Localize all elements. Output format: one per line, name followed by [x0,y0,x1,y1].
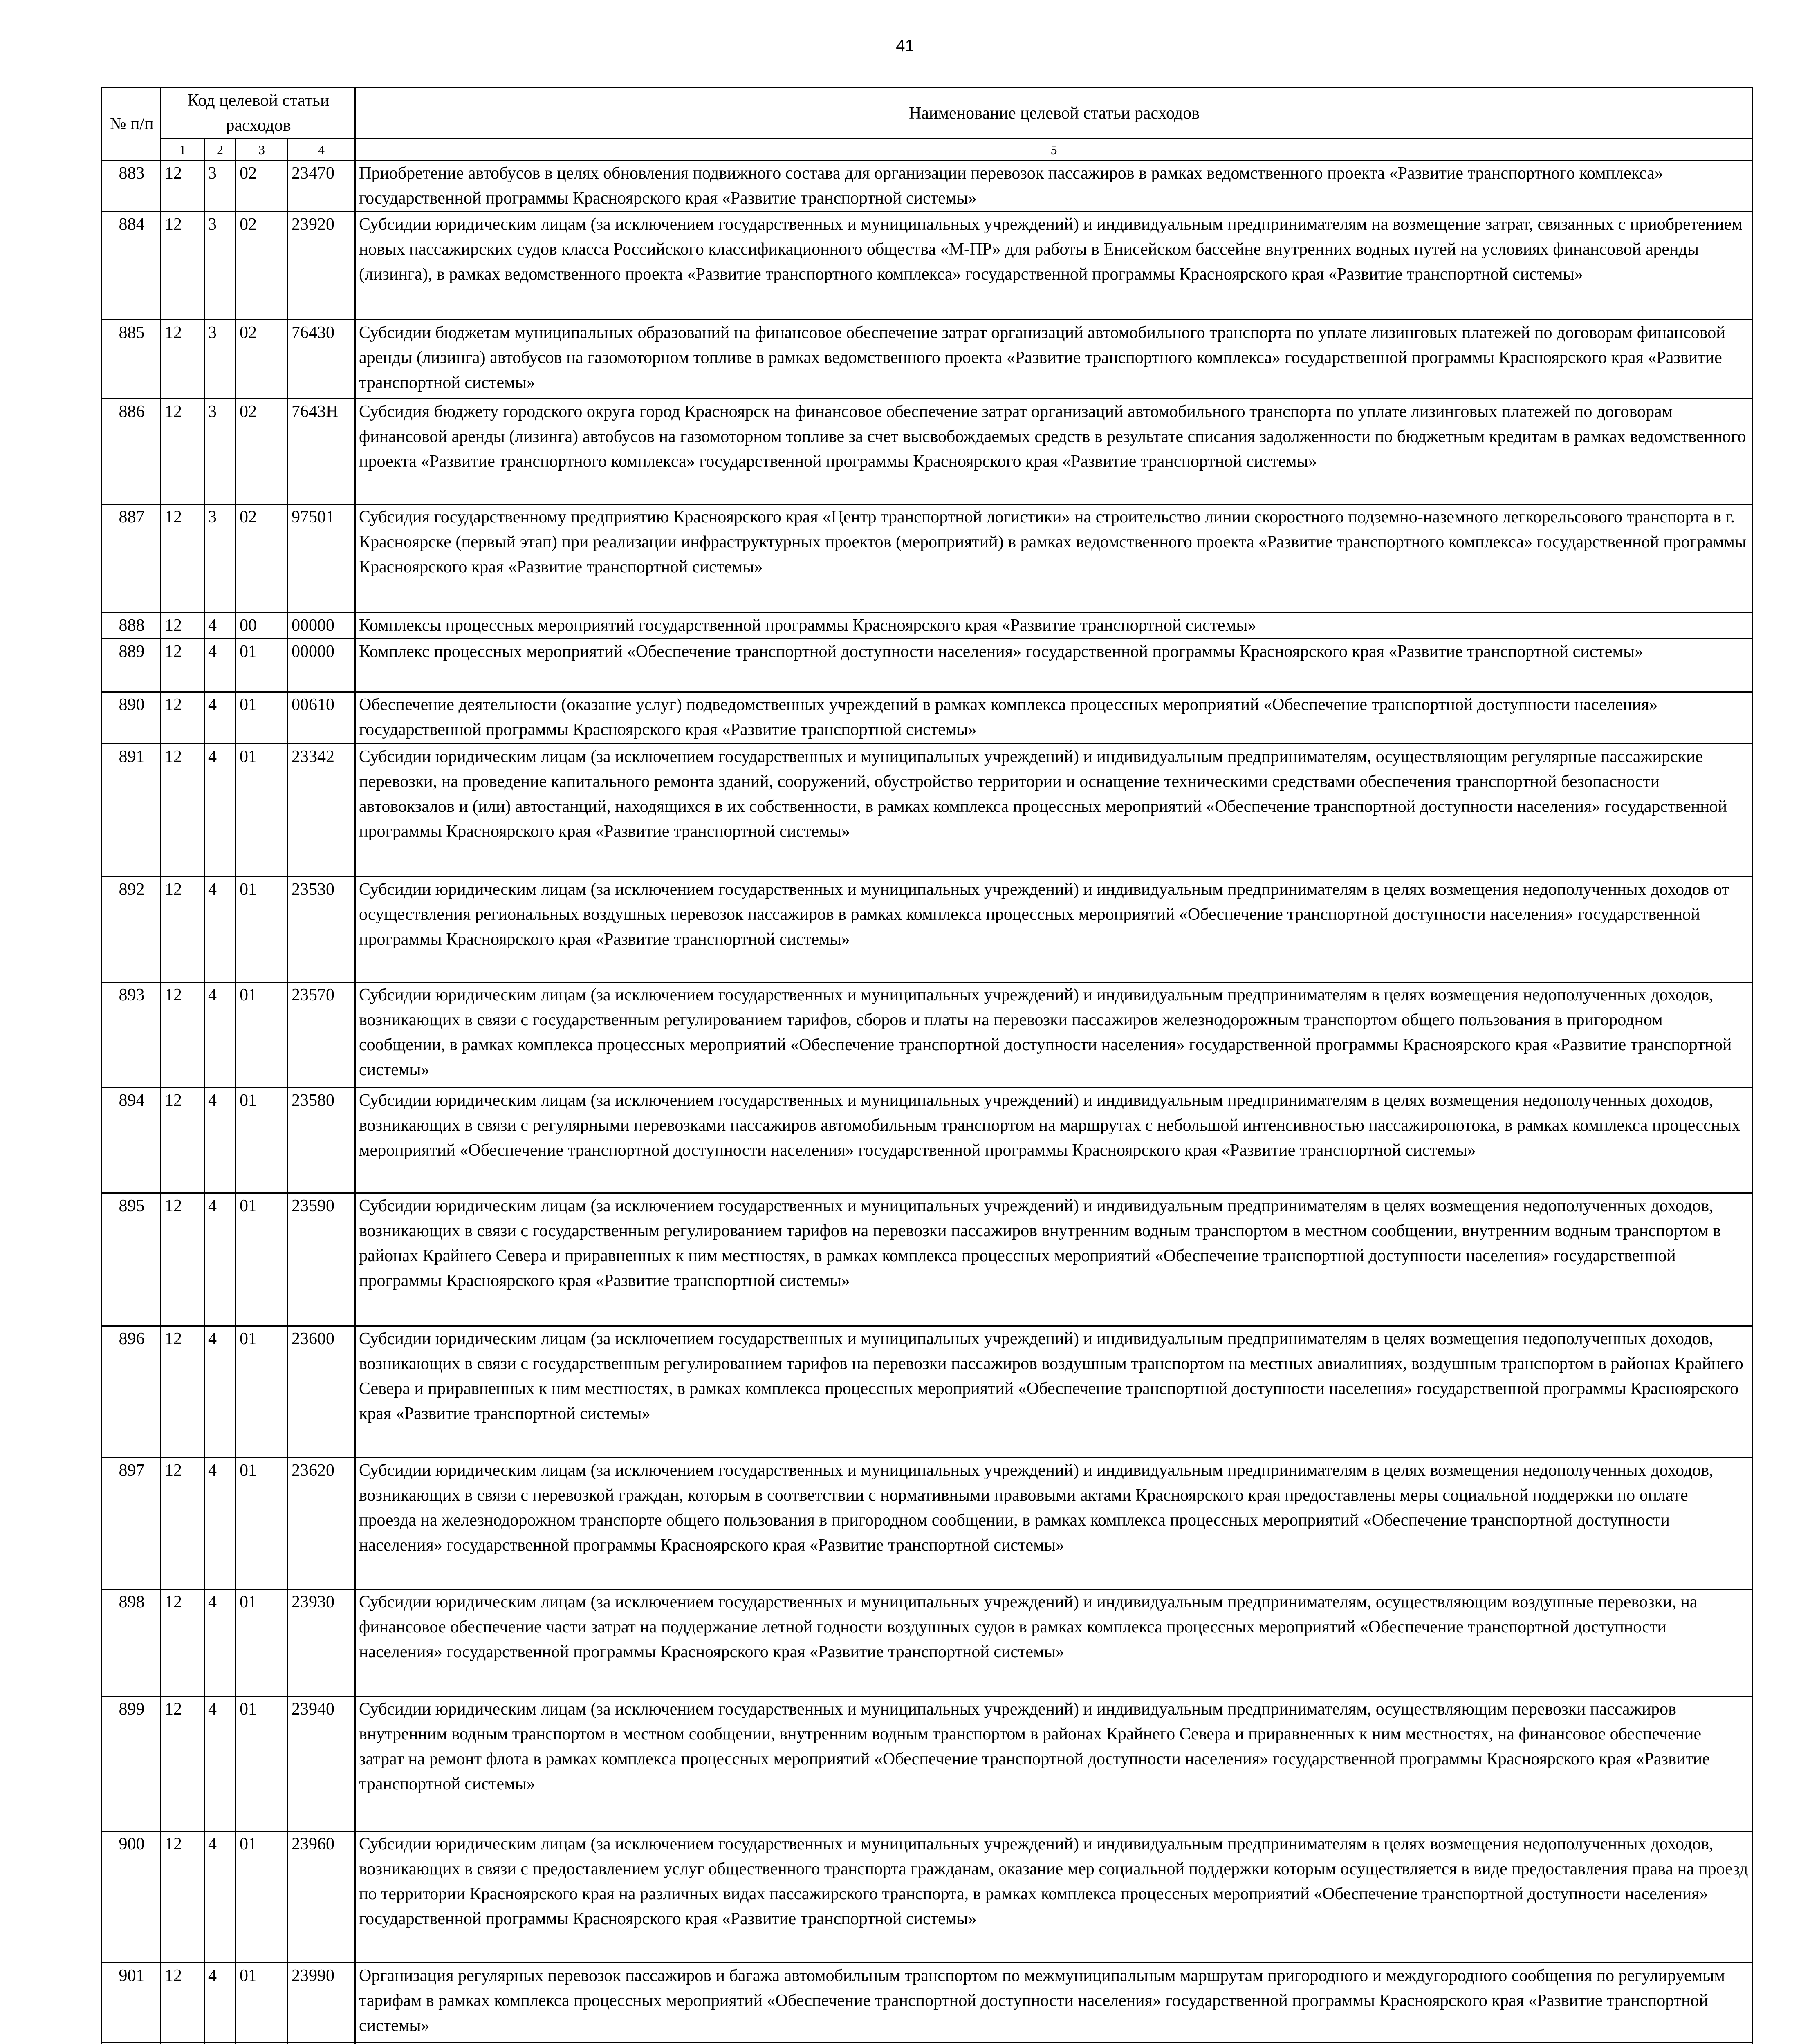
code-part-2: 3 [204,504,236,613]
subcol-5: 5 [355,139,1753,161]
table-row [102,692,1753,744]
expense-name: Субсидии юридическим лицам (за исключением государственных и муниципальных учреждений) и индивидуальным предпринимателям в целях возмещения недополученных доходов, возникающих в связи с государственным регулированием тарифов на перевозки пассажиров воздушным транспортом на местных авиалиниях, воздушным транспортом в районах Крайнего Севера и приравненных к ним местностях, в рамках комплекса процессных мероприятий «Обеспечение транспортной доступности населения» государственной программы Красноярского края «Развитие транспортной системы» [355,1326,1753,1458]
expense-name [355,2043,1753,2044]
row-number: 900 [102,1831,161,1963]
code-part-3: 00 [236,613,288,639]
code-part-2: 4 [204,692,236,744]
expense-name: Субсидии юридическим лицам (за исключением государственных и муниципальных учреждений) и индивидуальным предпринимателям на возмещение затрат, связанных с приобретением новых пассажирских судов класса Российского классификационного общества «М-ПР» для работы в Енисейском бассейне внутренних водных путей на условиях финансовой аренды (лизинга), в рамках ведомственного проекта «Развитие транспортного комплекса» государственной программы Красноярского края «Развитие транспортной системы» [355,212,1753,320]
code-part-3: 01 [236,1831,288,1963]
code-part-2: 3 [204,399,236,504]
code-part-2: 4 [204,877,236,982]
subcol-3: 3 [236,139,288,161]
code-part-3: 01 [236,639,288,692]
code-part-4: 23470 [288,161,355,212]
row-number: 894 [102,1088,161,1193]
code-part-1: 12 [161,504,204,613]
code-part-3: 01 [236,1589,288,1697]
code-part-4: 00000 [288,613,355,639]
table-row [102,1831,1753,1963]
code-part-1: 12 [161,212,204,320]
expense-name: Организация регулярных перевозок пассажиров и багажа автомобильным транспортом по межмуниципальным маршрутам пригородного и междугородного сообщения по регулируемым тарифам в рамках комплекса процессных мероприятий «Обеспечение транспортной доступности населения» государственной программы Красноярского края «Развитие транспортной системы» [355,1963,1753,2043]
code-part-3: 01 [236,1697,288,1831]
table-row [102,982,1753,1088]
code-part-2: 4 [204,1458,236,1589]
expense-name: Субсидии юридическим лицам (за исключением государственных и муниципальных учреждений) и индивидуальным предпринимателям в целях возмещения недополученных доходов, возникающих в связи с государственным регулированием тарифов на перевозки пассажиров внутренним водным транспортом в местном сообщении, внутренним водным транспортом в районах Крайнего Севера и приравненных к ним местностях, в рамках комплекса процессных мероприятий «Обеспечение транспортной доступности населения» государственной программы Красноярского края «Развитие транспортной системы» [355,1193,1753,1326]
code-part-2: 4 [204,744,236,877]
header-name: Наименование целевой статьи расходов [355,88,1753,139]
code-part-3 [236,2043,288,2044]
code-part-1: 12 [161,161,204,212]
expense-name: Субсидии юридическим лицам (за исключением государственных и муниципальных учреждений) и индивидуальным предпринимателям в целях возмещения недополученных доходов, возникающих в связи с государственным регулированием тарифов, сборов и платы на перевозки пассажиров железнодорожным транспортом общего пользования в пригородном сообщении, в рамках комплекса процессных мероприятий «Обеспечение транспортной доступности населения» государственной программы Красноярского края «Развитие транспортной системы» [355,982,1753,1088]
code-part-2: 4 [204,1589,236,1697]
code-part-1: 12 [161,1458,204,1589]
code-part-1: 12 [161,1589,204,1697]
subcol-4: 4 [288,139,355,161]
code-part-3: 01 [236,1088,288,1193]
expense-name: Обеспечение деятельности (оказание услуг) подведомственных учреждений в рамках комплекса процессных мероприятий «Обеспечение транспортной доступности населения» государственной программы Красноярского края «Развитие транспортной системы» [355,692,1753,744]
row-number [102,2043,161,2044]
table-row [102,1458,1753,1589]
code-part-4: 23930 [288,1589,355,1697]
row-number: 897 [102,1458,161,1589]
code-part-2: 3 [204,161,236,212]
table-row [102,1589,1753,1697]
code-part-2: 4 [204,639,236,692]
code-part-4 [288,2043,355,2044]
code-part-4: 23920 [288,212,355,320]
code-part-4: 23590 [288,1193,355,1326]
code-part-3: 01 [236,877,288,982]
expense-name: Субсидии бюджетам муниципальных образований на финансовое обеспечение затрат организаций автомобильного транспорта по уплате лизинговых платежей по договорам финансовой аренды (лизинга) автобусов на газомоторном топливе в рамках ведомственного проекта «Развитие транспортного комплекса» государственной программы Красноярского края «Развитие транспортной системы» [355,320,1753,399]
code-part-2: 4 [204,1963,236,2043]
code-part-3: 01 [236,1458,288,1589]
table-row [102,1088,1753,1193]
code-part-4: 23940 [288,1697,355,1831]
table-row [102,399,1753,504]
table-row [102,161,1753,212]
row-number: 893 [102,982,161,1088]
table-row [102,212,1753,320]
expense-name: Субсидии юридическим лицам (за исключением государственных и муниципальных учреждений) и индивидуальным предпринимателям в целях возмещения недополученных доходов, возникающих в связи с предоставлением услуг общественного транспорта гражданам, оказание мер социальной поддержки которым осуществляется в виде предоставления права на проезд по территории Красноярского края на различных видах пассажирского транспорта, в рамках комплекса процессных мероприятий «Обеспечение транспортной доступности населения» государственной программы Красноярского края «Развитие транспортной системы» [355,1831,1753,1963]
table-row [102,1193,1753,1326]
code-part-1: 12 [161,399,204,504]
code-part-1: 12 [161,1963,204,2043]
expense-name: Комплексы процессных мероприятий государственной программы Красноярского края «Развитие транспортной системы» [355,613,1753,639]
code-part-3: 02 [236,161,288,212]
row-number: 899 [102,1697,161,1831]
table-row [102,320,1753,399]
code-part-2: 4 [204,613,236,639]
row-number: 883 [102,161,161,212]
code-part-1: 12 [161,1193,204,1326]
table-row [102,1326,1753,1458]
code-part-3: 02 [236,320,288,399]
code-part-4: 23580 [288,1088,355,1193]
code-part-1: 12 [161,692,204,744]
code-part-4: 76430 [288,320,355,399]
code-part-4: 23620 [288,1458,355,1589]
code-part-1: 12 [161,320,204,399]
table-row [102,504,1753,613]
code-part-2: 3 [204,320,236,399]
row-number: 889 [102,639,161,692]
code-part-1: 12 [161,982,204,1088]
row-number: 885 [102,320,161,399]
code-part-2: 3 [204,212,236,320]
row-number: 895 [102,1193,161,1326]
expense-name: Субсидии юридическим лицам (за исключением государственных и муниципальных учреждений) и индивидуальным предпринимателям, осуществляющим воздушные перевозки, на финансовое обеспечение части затрат на поддержание летной годности воздушных судов в рамках комплекса процессных мероприятий «Обеспечение транспортной доступности населения» государственной программы Красноярского края «Развитие транспортной системы» [355,1589,1753,1697]
table-row [102,744,1753,877]
code-part-1: 12 [161,1326,204,1458]
code-part-2: 4 [204,1088,236,1193]
row-number: 886 [102,399,161,504]
code-part-4: 23600 [288,1326,355,1458]
row-number: 892 [102,877,161,982]
code-part-1: 12 [161,1697,204,1831]
code-part-2: 4 [204,1193,236,1326]
code-part-1: 12 [161,877,204,982]
code-part-4: 23960 [288,1831,355,1963]
header-subcolumns [102,139,1753,161]
code-part-1: 12 [161,639,204,692]
code-part-4: 23570 [288,982,355,1088]
target-expense-table [101,87,1753,2044]
table-row [102,1697,1753,1831]
row-number: 884 [102,212,161,320]
code-part-3: 02 [236,399,288,504]
header-row [102,88,1753,139]
code-part-3: 01 [236,744,288,877]
code-part-4: 7643Н [288,399,355,504]
code-part-3: 01 [236,982,288,1088]
code-part-2: 4 [204,1831,236,1963]
code-part-2: 4 [204,982,236,1088]
expense-name: Приобретение автобусов в целях обновления подвижного состава для организации перевозок пассажиров в рамках ведомственного проекта «Развитие транспортного комплекса» государственной программы Красноярского края «Развитие транспортной системы» [355,161,1753,212]
expense-name: Субсидия бюджету городского округа город Красноярск на финансовое обеспечение затрат организаций автомобильного транспорта по уплате лизинговых платежей по договорам финансовой аренды (лизинга) автобусов на газомоторном топливе за счет высвобождаемых средств в результате списания задолженности по бюджетным кредитам в рамках ведомственного проекта «Развитие транспортного комплекса» государственной программы Красноярского края «Развитие транспортной системы» [355,399,1753,504]
subcol-2: 2 [204,139,236,161]
row-number: 887 [102,504,161,613]
code-part-2: 4 [204,1697,236,1831]
code-part-4: 23342 [288,744,355,877]
code-part-1: 12 [161,1831,204,1963]
subcol-1: 1 [161,139,204,161]
table-row [102,613,1753,639]
code-part-3: 02 [236,212,288,320]
expense-name: Комплекс процессных мероприятий «Обеспечение транспортной доступности населения» государственной программы Красноярского края «Развитие транспортной системы» [355,639,1753,692]
code-part-4: 23530 [288,877,355,982]
header-row-number: № п/п [102,88,161,161]
expense-name: Субсидия государственному предприятию Красноярского края «Центр транспортной логистики» на строительство линии скоростного подземно-наземного легкорельсового транспорта в г. Красноярске (первый этап) при реализации инфраструктурных проектов (мероприятий) в рамках ведомственного проекта «Развитие транспортного комплекса» государственной программы Красноярского края «Развитие транспортной системы» [355,504,1753,613]
table-row [102,2043,1753,2044]
code-part-3: 01 [236,1193,288,1326]
expense-name: Субсидии юридическим лицам (за исключением государственных и муниципальных учреждений) и индивидуальным предпринимателям в целях возмещения недополученных доходов, возникающих в связи с регулярными перевозками пассажиров автомобильным транспортом на маршрутах с небольшой интенсивностью пассажиропотока, в рамках комплекса процессных мероприятий «Обеспечение транспортной доступности населения» государственной программы Красноярского края «Развитие транспортной системы» [355,1088,1753,1193]
row-number: 901 [102,1963,161,2043]
header-code: Код целевой статьи расходов [161,88,355,139]
expense-name: Субсидии юридическим лицам (за исключением государственных и муниципальных учреждений) и индивидуальным предпринимателям в целях возмещения недополученных доходов, возникающих в связи с перевозкой граждан, которым в соответствии с нормативными правовыми актами Красноярского края предоставлены меры социальной поддержки по оплате проезда на железнодорожном транспорте общего пользования в пригородном сообщении, в рамках комплекса процессных мероприятий «Обеспечение транспортной доступности населения» государственной программы Красноярского края «Развитие транспортной системы» [355,1458,1753,1589]
code-part-3: 01 [236,1326,288,1458]
code-part-3: 01 [236,1963,288,2043]
row-number: 896 [102,1326,161,1458]
code-part-1: 12 [161,1088,204,1193]
code-part-2: 4 [204,1326,236,1458]
table-row [102,1963,1753,2043]
code-part-4: 97501 [288,504,355,613]
table-row [102,877,1753,982]
row-number: 891 [102,744,161,877]
table-row [102,639,1753,692]
code-part-4: 23990 [288,1963,355,2043]
code-part-3: 01 [236,692,288,744]
code-part-1: 12 [161,613,204,639]
expense-name: Субсидии юридическим лицам (за исключением государственных и муниципальных учреждений) и индивидуальным предпринимателям в целях возмещения недополученных доходов от осуществления региональных воздушных перевозок пассажиров в рамках комплекса процессных мероприятий «Обеспечение транспортной доступности населения» государственной программы Красноярского края «Развитие транспортной системы» [355,877,1753,982]
row-number: 888 [102,613,161,639]
code-part-1: 12 [161,744,204,877]
expense-name: Субсидии юридическим лицам (за исключением государственных и муниципальных учреждений) и индивидуальным предпринимателям, осуществляющим перевозки пассажиров внутренним водным транспортом в местном сообщении, внутренним водным транспортом в районах Крайнего Севера и приравненных к ним местностях, на финансовое обеспечение затрат на ремонт флота в рамках комплекса процессных мероприятий «Обеспечение транспортной доступности населения» государственной программы Красноярского края «Развитие транспортной системы» [355,1697,1753,1831]
code-part-2 [204,2043,236,2044]
row-number: 898 [102,1589,161,1697]
expense-name: Субсидии юридическим лицам (за исключением государственных и муниципальных учреждений) и индивидуальным предпринимателям, осуществляющим регулярные пассажирские перевозки, на проведение капитального ремонта зданий, сооружений, обустройство территории и оснащение техническими средствами обеспечения транспортной безопасности автовокзалов и (или) автостанций, находящихся в их собственности, в рамках комплекса процессных мероприятий «Обеспечение транспортной доступности населения» государственной программы Красноярского края «Развитие транспортной системы» [355,744,1753,877]
page-number: 41 [896,37,914,55]
code-part-4: 00000 [288,639,355,692]
code-part-4: 00610 [288,692,355,744]
row-number: 890 [102,692,161,744]
code-part-1 [161,2043,204,2044]
code-part-3: 02 [236,504,288,613]
